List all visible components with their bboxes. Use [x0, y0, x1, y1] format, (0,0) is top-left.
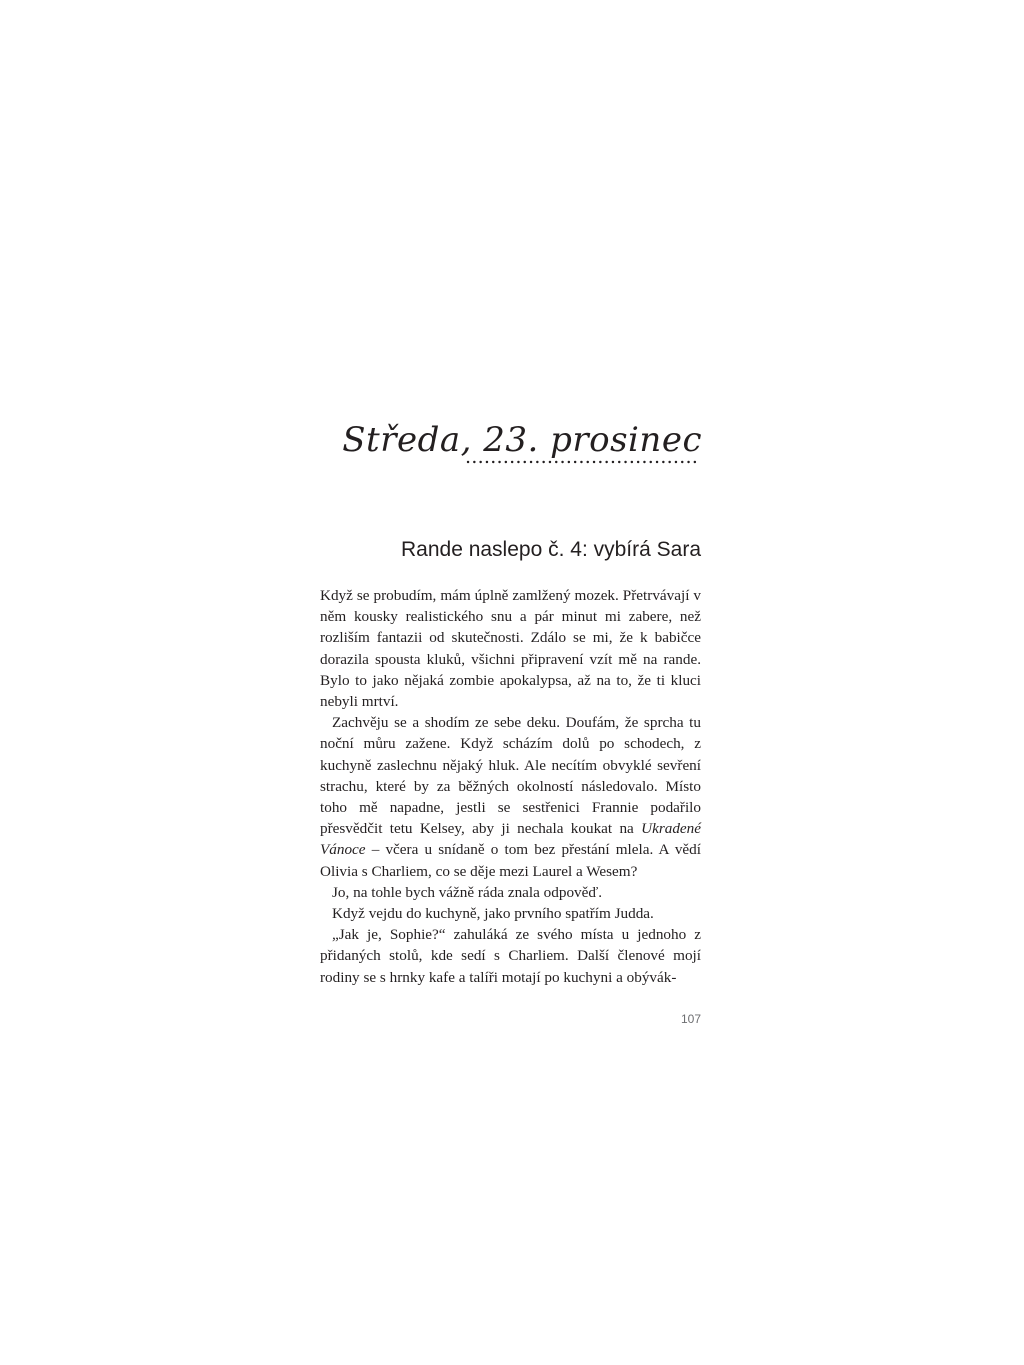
paragraph-text: Zachvěju se a shodím ze sebe deku. Doufám, že sprcha tu noční můru zažene. Když scházím dolů po schodech, z kuchyně zaslechnu nějaký hluk. Ale necítím obvyklé sevření strachu, které by za běžných okolností následovalo. Místo toho mě napadne, jestli se sestřenici Frannie podařilo přesvědčit tetu Kelsey, aby ji nechala koukat na — [320, 714, 701, 838]
body-text — [320, 585, 701, 988]
paragraph: „Jak je, Sophie?“ zahuláká ze svého místa u jednoho z přidaných stolů, kde sedí s Charliem. Další členové mojí rodiny se s hrnky kafe a talíři motají po kuchyni a obývák‑ — [320, 926, 701, 986]
film-title: Ukradené Vánoce — [320, 820, 701, 859]
dotted-underline — [466, 459, 702, 465]
paragraph: Jo, na tohle bych vážně ráda znala odpověď. — [332, 883, 603, 901]
chapter-title: Rande naslepo č. 4: vybírá Sara — [400, 538, 701, 561]
chapter-date-heading: Středa, 23. prosinec — [342, 420, 702, 460]
paragraph — [320, 712, 701, 882]
page-number: 107 — [680, 1012, 701, 1026]
paragraph-text: – včera u snídaně o tom bez přestání mlela. A vědí Olivia s Charliem, co se děje mezi Laurel a Wesem? — [320, 841, 701, 880]
paragraph: Když vejdu do kuchyně, jako prvního spatřím Judda. — [332, 905, 654, 923]
paragraph: Když se probudím, mám úplně zamlžený mozek. Přetrvávají v něm kousky realistického snu a pár minut mi zabere, než rozliším fantazii od skutečnosti. Zdálo se mi, že k babičce dorazila spousta kluků, všichni připravení vzít mě na rande. Bylo to jako nějaká zombie apokalypsa, až na to, že ti kluci nebyli mrtví. — [320, 587, 701, 711]
